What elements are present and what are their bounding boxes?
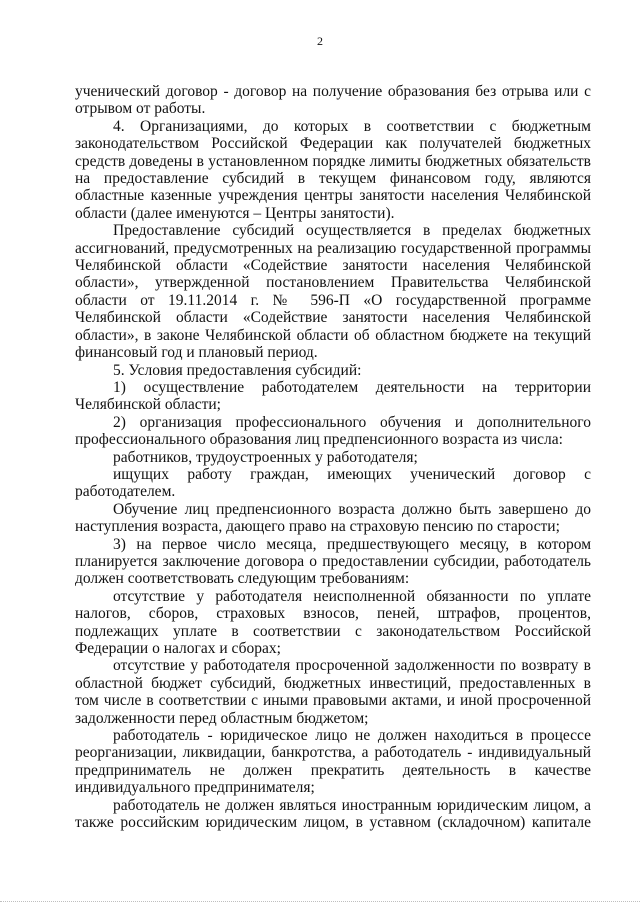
paragraph-condition-2: 2) организация профессионального обучения и дополнительного профессионального образования лиц предпенсионного возраста из числа: [75,413,591,449]
paragraph-job-seekers: ищущих работу граждан, имеющих ученический договор с работодателем. [75,465,591,501]
paragraph-no-budget-debt: отсутствие у работодателя просроченной задолженности по возврату в областной бюджет субсидий, бюджетных инвестиций, предоставленных в том числе в соответствии с иными правовыми актами, и иной просроченной задолженности перед областным бюджетом; [75,657,591,727]
paragraph-condition-1: 1) осуществление работодателем деятельности на территории Челябинской области; [75,378,591,414]
bottom-edge-divider [0,901,640,902]
page-number: 2 [317,34,323,48]
document-body [75,83,591,831]
paragraph-not-foreign-entity: работодатель не должен являться иностранным юридическим лицом, а также российским юридическим лицом, в уставном (складочном) капитале [75,796,591,832]
paragraph-item-5-heading: 5. Условия предоставления субсидий: [113,361,362,379]
paragraph-student-contract-definition: ученический договор - договор на получение образования без отрыва или с отрывом от работы. [75,83,591,118]
paragraph-condition-3: 3) на первое число месяца, предшествующего месяцу, в котором планируется заключение договора о предоставлении субсидии, работодатель должен соответствовать следующим требованиям: [75,535,591,588]
paragraph-no-tax-arrears: отсутствие у работодателя неисполненной обязанности по уплате налогов, сборов, страховых взносов, пеней, штрафов, процентов, подлежащих уплате в соответствии с законодательством Российской Федерации о налогах и сборах; [75,587,591,657]
paragraph-budget-allocations: Предоставление субсидий осуществляется в пределах бюджетных ассигнований, предусмотренных на реализацию государственной программы Челябинской области «Содействие занятости населения Челябинской области», утвержденной постановлением Правительства Челябинской области от 19.11.2014 г. № 596-П «О государственной программе Челябинской области «Содействие занятости населения Челябинской области», в законе Челябинской области об областном бюджете на текущий финансовый год и плановый период. [75,222,591,362]
paragraph-item-4-organizations: 4. Организациями, до которых в соответствии с бюджетным законодательством Российской Федерации как получателей бюджетных средств доведены в установленном порядке лимиты бюджетных обязательств на предоставление субсидий в текущем финансовом году, являются областные казенные учреждения центры занятости населения Челябинской области (далее именуются – Центры занятости). [75,117,591,222]
paragraph-training-completion: Обучение лиц предпенсионного возраста должно быть завершено до наступления возраста, дающего право на страховую пенсию по старости; [75,500,591,536]
paragraph-no-reorganization: работодатель - юридическое лицо не должен находиться в процессе реорганизации, ликвидации, банкротства, а работодатель - индивидуальный предприниматель не должен прекратить деятельность в качестве индивидуального предпринимателя; [75,727,591,797]
paragraph-employed-workers: работников, трудоустроенных у работодателя; [113,448,418,466]
